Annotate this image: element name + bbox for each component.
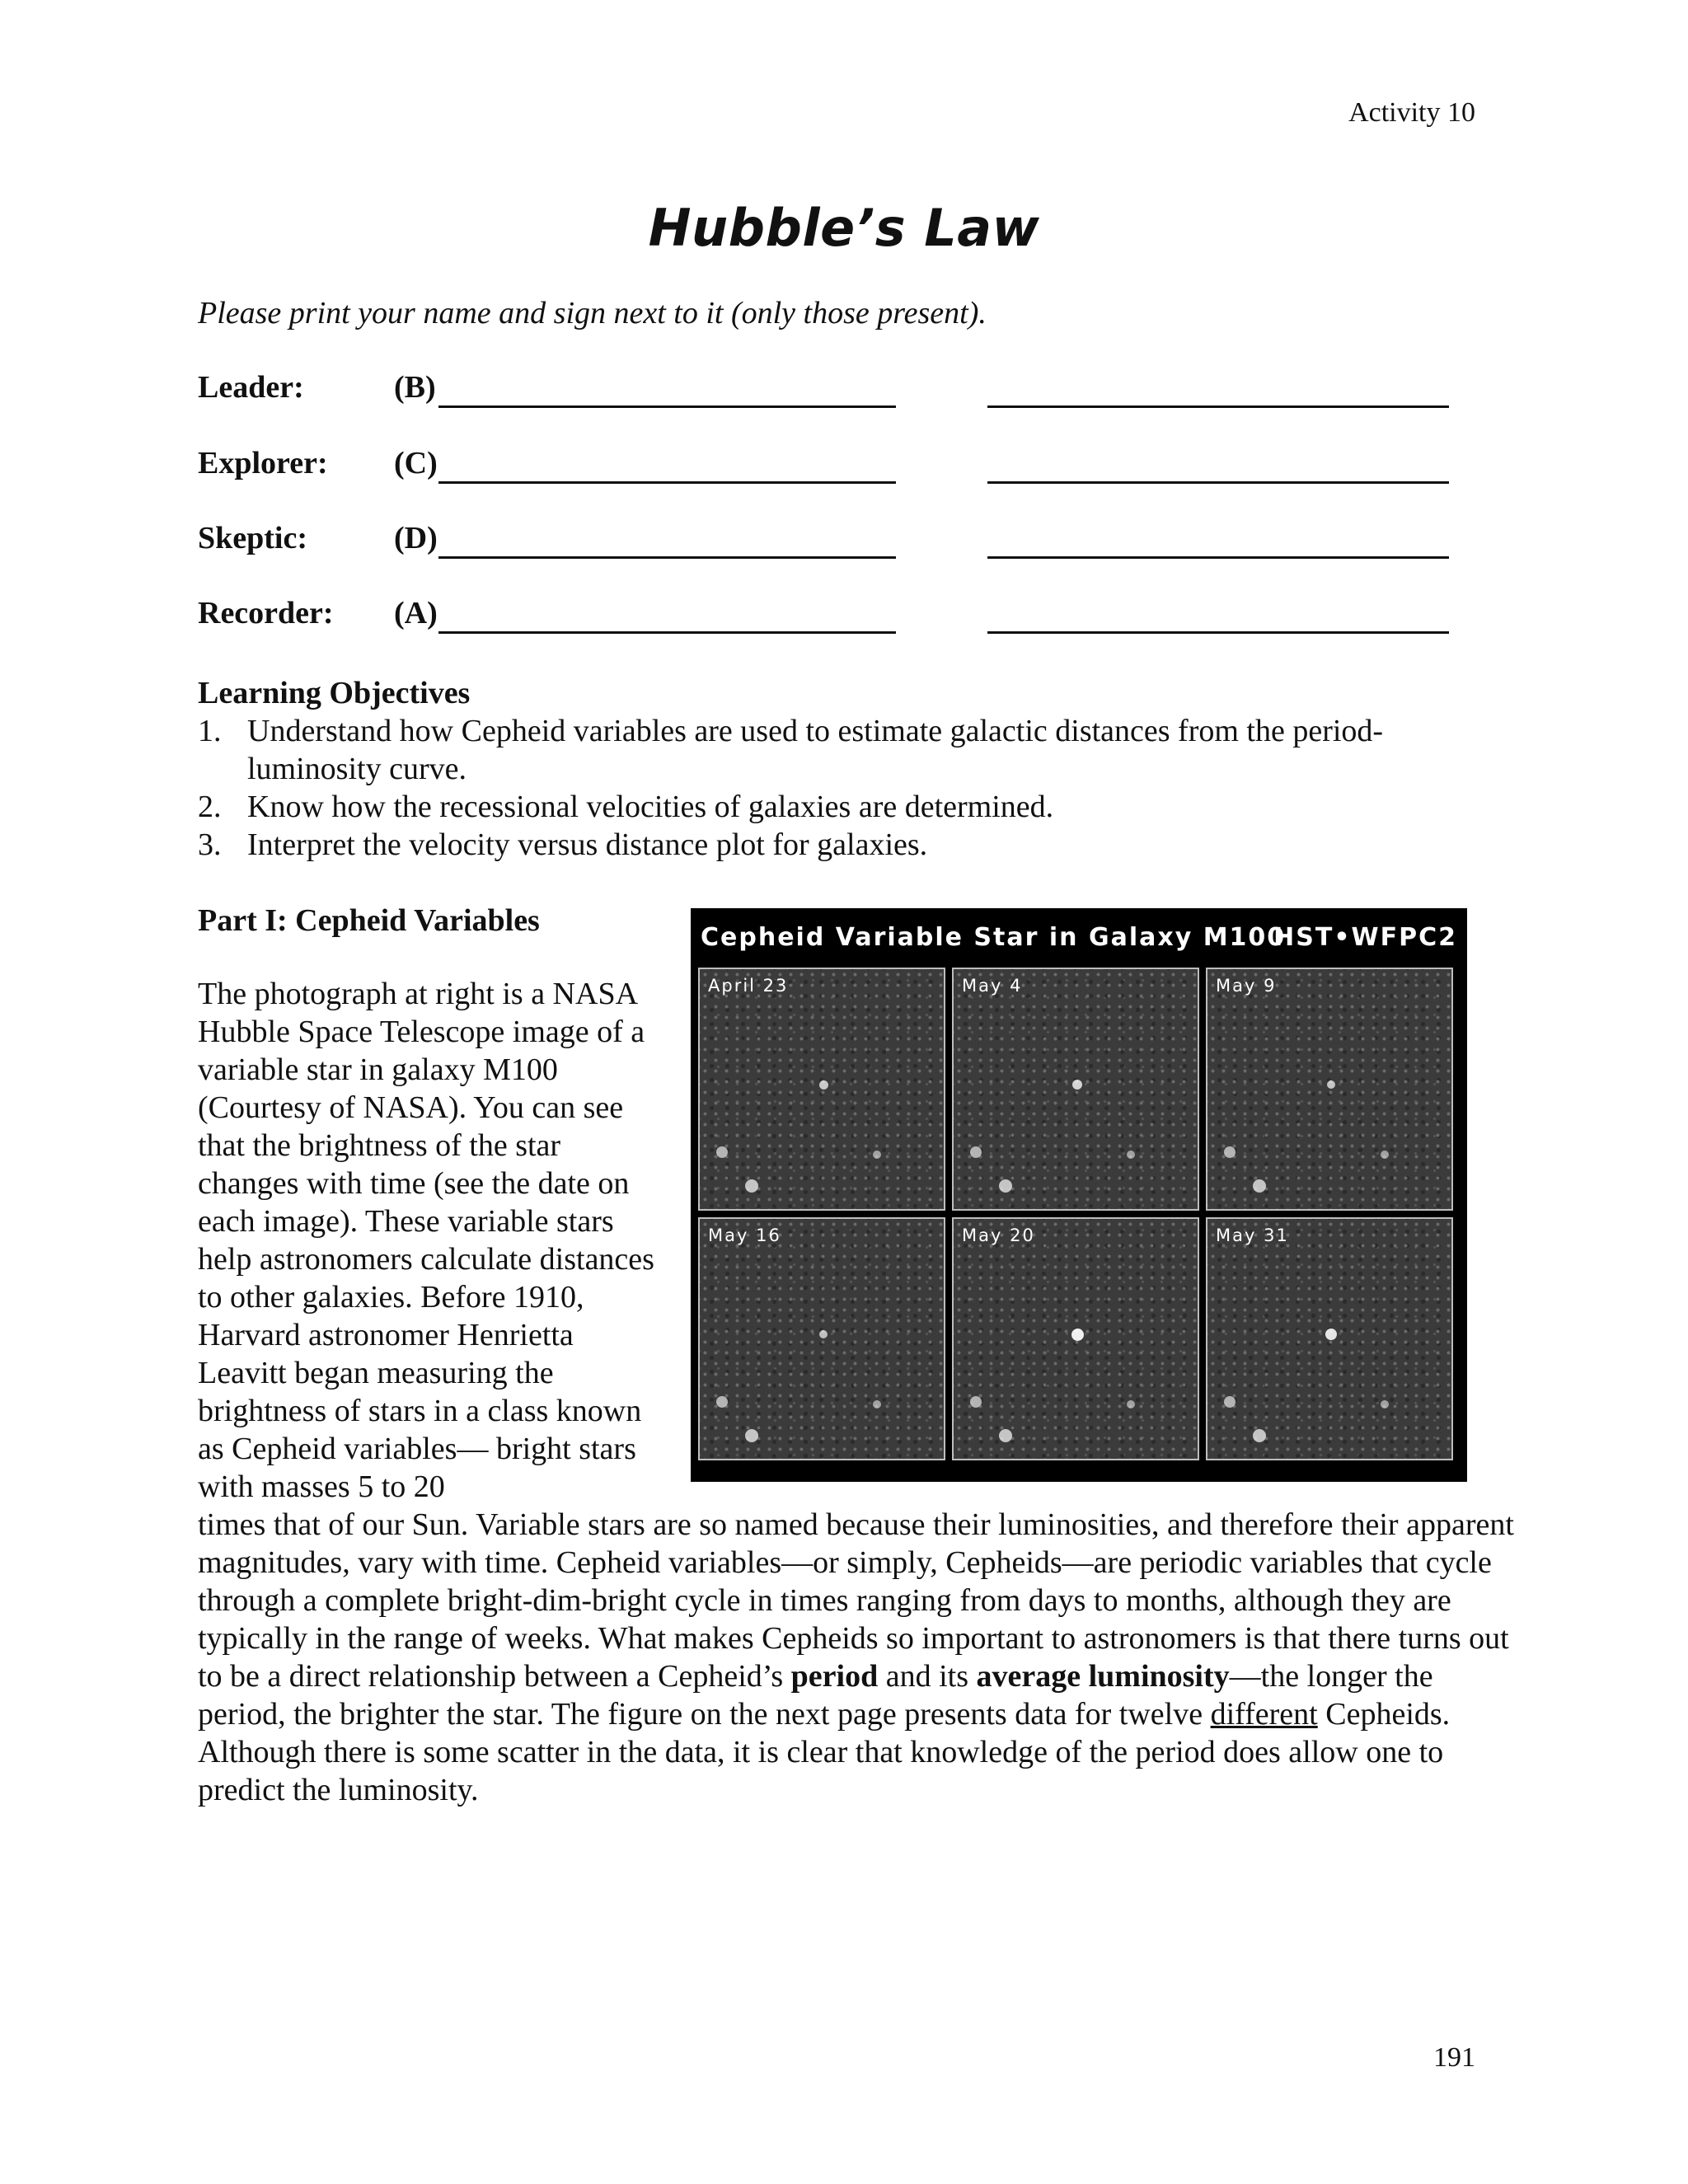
activity-label: Activity 10	[1348, 97, 1475, 128]
figure-title: Cepheid Variable Star in Galaxy M100	[701, 923, 1287, 952]
figure-panel	[952, 968, 1199, 1211]
role-name: Recorder:	[198, 596, 334, 630]
signature-line[interactable]	[987, 631, 1449, 634]
bright-source	[716, 1396, 728, 1408]
cepheid-star	[1071, 1329, 1084, 1341]
paragraph-text: Cepheids. Although there is some scatter in the data, it is clear that knowledge of the period does allow one to predict the luminosity.	[198, 1697, 1451, 1807]
role-name: Skeptic:	[198, 521, 307, 555]
paragraph-text: and its	[878, 1659, 977, 1694]
objective-number: 1.	[198, 714, 222, 748]
figure-panel	[952, 1217, 1199, 1460]
objective-item	[198, 712, 1484, 788]
bright-source	[999, 1429, 1012, 1442]
part1-wrapped-paragraph: The photograph at right is a NASA Hubble Space Telescope image of a variable star in galaxy M100 (Courtesy of NASA). You can see that the brightness of the star changes with time (see the date on each image). These variable stars help astronomers calculate distances to other galaxies. Before 1910, Harvard astronomer Henrietta Leavitt began measuring the brightness of stars in a class known as Cepheid variables— bright stars with masses 5 to 20	[198, 977, 654, 1504]
figure-panel	[1206, 968, 1453, 1211]
objective-text: Interpret the velocity versus distance plot for galaxies.	[247, 827, 928, 862]
role-letter: (A)	[394, 596, 438, 630]
objective-number: 2.	[198, 790, 222, 824]
cepheid-figure	[691, 908, 1467, 1482]
name-line[interactable]	[438, 481, 896, 484]
role-letter: (B)	[394, 370, 436, 405]
part1-paragraph	[198, 1506, 1517, 1809]
objective-number: 3.	[198, 827, 222, 862]
bright-source	[1253, 1429, 1266, 1442]
page-title: Hubble’s Law	[648, 198, 1040, 258]
role-row	[198, 445, 1500, 491]
instruction-text: Please print your name and sign next to it (only those present).	[198, 296, 987, 330]
signature-line[interactable]	[987, 481, 1449, 484]
cepheid-star	[1325, 1329, 1337, 1340]
panel-date-label: May 9	[1216, 976, 1277, 996]
figure-panel	[1206, 1217, 1453, 1460]
bright-source	[1224, 1146, 1236, 1158]
role-row	[198, 595, 1500, 641]
panel-date-label: May 31	[1216, 1226, 1289, 1245]
bright-source	[1381, 1400, 1389, 1408]
signature-line[interactable]	[987, 556, 1449, 559]
paragraph-text: times that of our Sun. Variable stars are so named because their luminosities, and therefore their apparent magnitudes, vary with time. Cepheid variables—or simply, Cepheids—are periodic variables that cycle through a complete bright-dim-bright cycle in times ranging from days to months, although they are typically in the range of weeks. What makes Cepheids so important to astronomers is that there turns out to be a direct relationship between a Cepheid’s	[198, 1507, 1514, 1694]
bright-source	[716, 1146, 728, 1158]
page-number: 191	[1433, 2042, 1475, 2073]
panel-date-label: May 4	[962, 976, 1023, 996]
role-letter: (C)	[394, 446, 438, 480]
bright-source	[999, 1179, 1012, 1193]
objective-item	[198, 826, 1484, 864]
role-name: Explorer:	[198, 446, 328, 480]
objectives-heading: Learning Objectives	[198, 676, 471, 710]
panel-date-label: April 23	[708, 976, 789, 996]
bright-source	[1253, 1179, 1266, 1193]
bright-source	[873, 1151, 881, 1159]
name-line[interactable]	[438, 556, 896, 559]
objective-text: Know how the recessional velocities of galaxies are determined.	[247, 790, 1054, 824]
bright-source	[1127, 1400, 1135, 1408]
learning-objectives	[198, 674, 1484, 864]
figure-instrument: HST•WFPC2	[1273, 923, 1457, 952]
objective-item	[198, 788, 1484, 826]
bright-source	[1381, 1151, 1389, 1159]
role-letter: (D)	[394, 521, 438, 555]
bright-source	[1127, 1151, 1135, 1159]
figure-panel	[698, 968, 945, 1211]
bright-source	[970, 1146, 982, 1158]
paragraph-text: —the longer the period, the brighter the star. The figure on the next page presents data for twelve	[198, 1659, 1433, 1732]
signature-line[interactable]	[987, 405, 1449, 408]
bold-average-luminosity: average luminosity	[976, 1659, 1230, 1694]
objective-text: Understand how Cepheid variables are used to estimate galactic distances from the period-luminosity curve.	[247, 714, 1384, 786]
figure-panel	[698, 1217, 945, 1460]
cepheid-star	[819, 1080, 828, 1090]
role-name: Leader:	[198, 370, 304, 405]
cepheid-star	[1072, 1080, 1082, 1090]
bright-source	[1224, 1396, 1236, 1408]
bold-period: period	[790, 1659, 879, 1694]
panel-date-label: May 16	[708, 1226, 781, 1245]
name-line[interactable]	[438, 405, 896, 408]
panel-date-label: May 20	[962, 1226, 1035, 1245]
cepheid-star	[819, 1330, 828, 1338]
bright-source	[745, 1179, 758, 1193]
role-row	[198, 520, 1500, 566]
underlined-different: different	[1210, 1697, 1318, 1732]
role-row	[198, 369, 1500, 415]
bright-source	[745, 1429, 758, 1442]
part1-title: Part I: Cepheid Variables	[198, 903, 540, 938]
cepheid-star	[1327, 1080, 1335, 1089]
bright-source	[970, 1396, 982, 1408]
name-line[interactable]	[438, 631, 896, 634]
bright-source	[873, 1400, 881, 1408]
